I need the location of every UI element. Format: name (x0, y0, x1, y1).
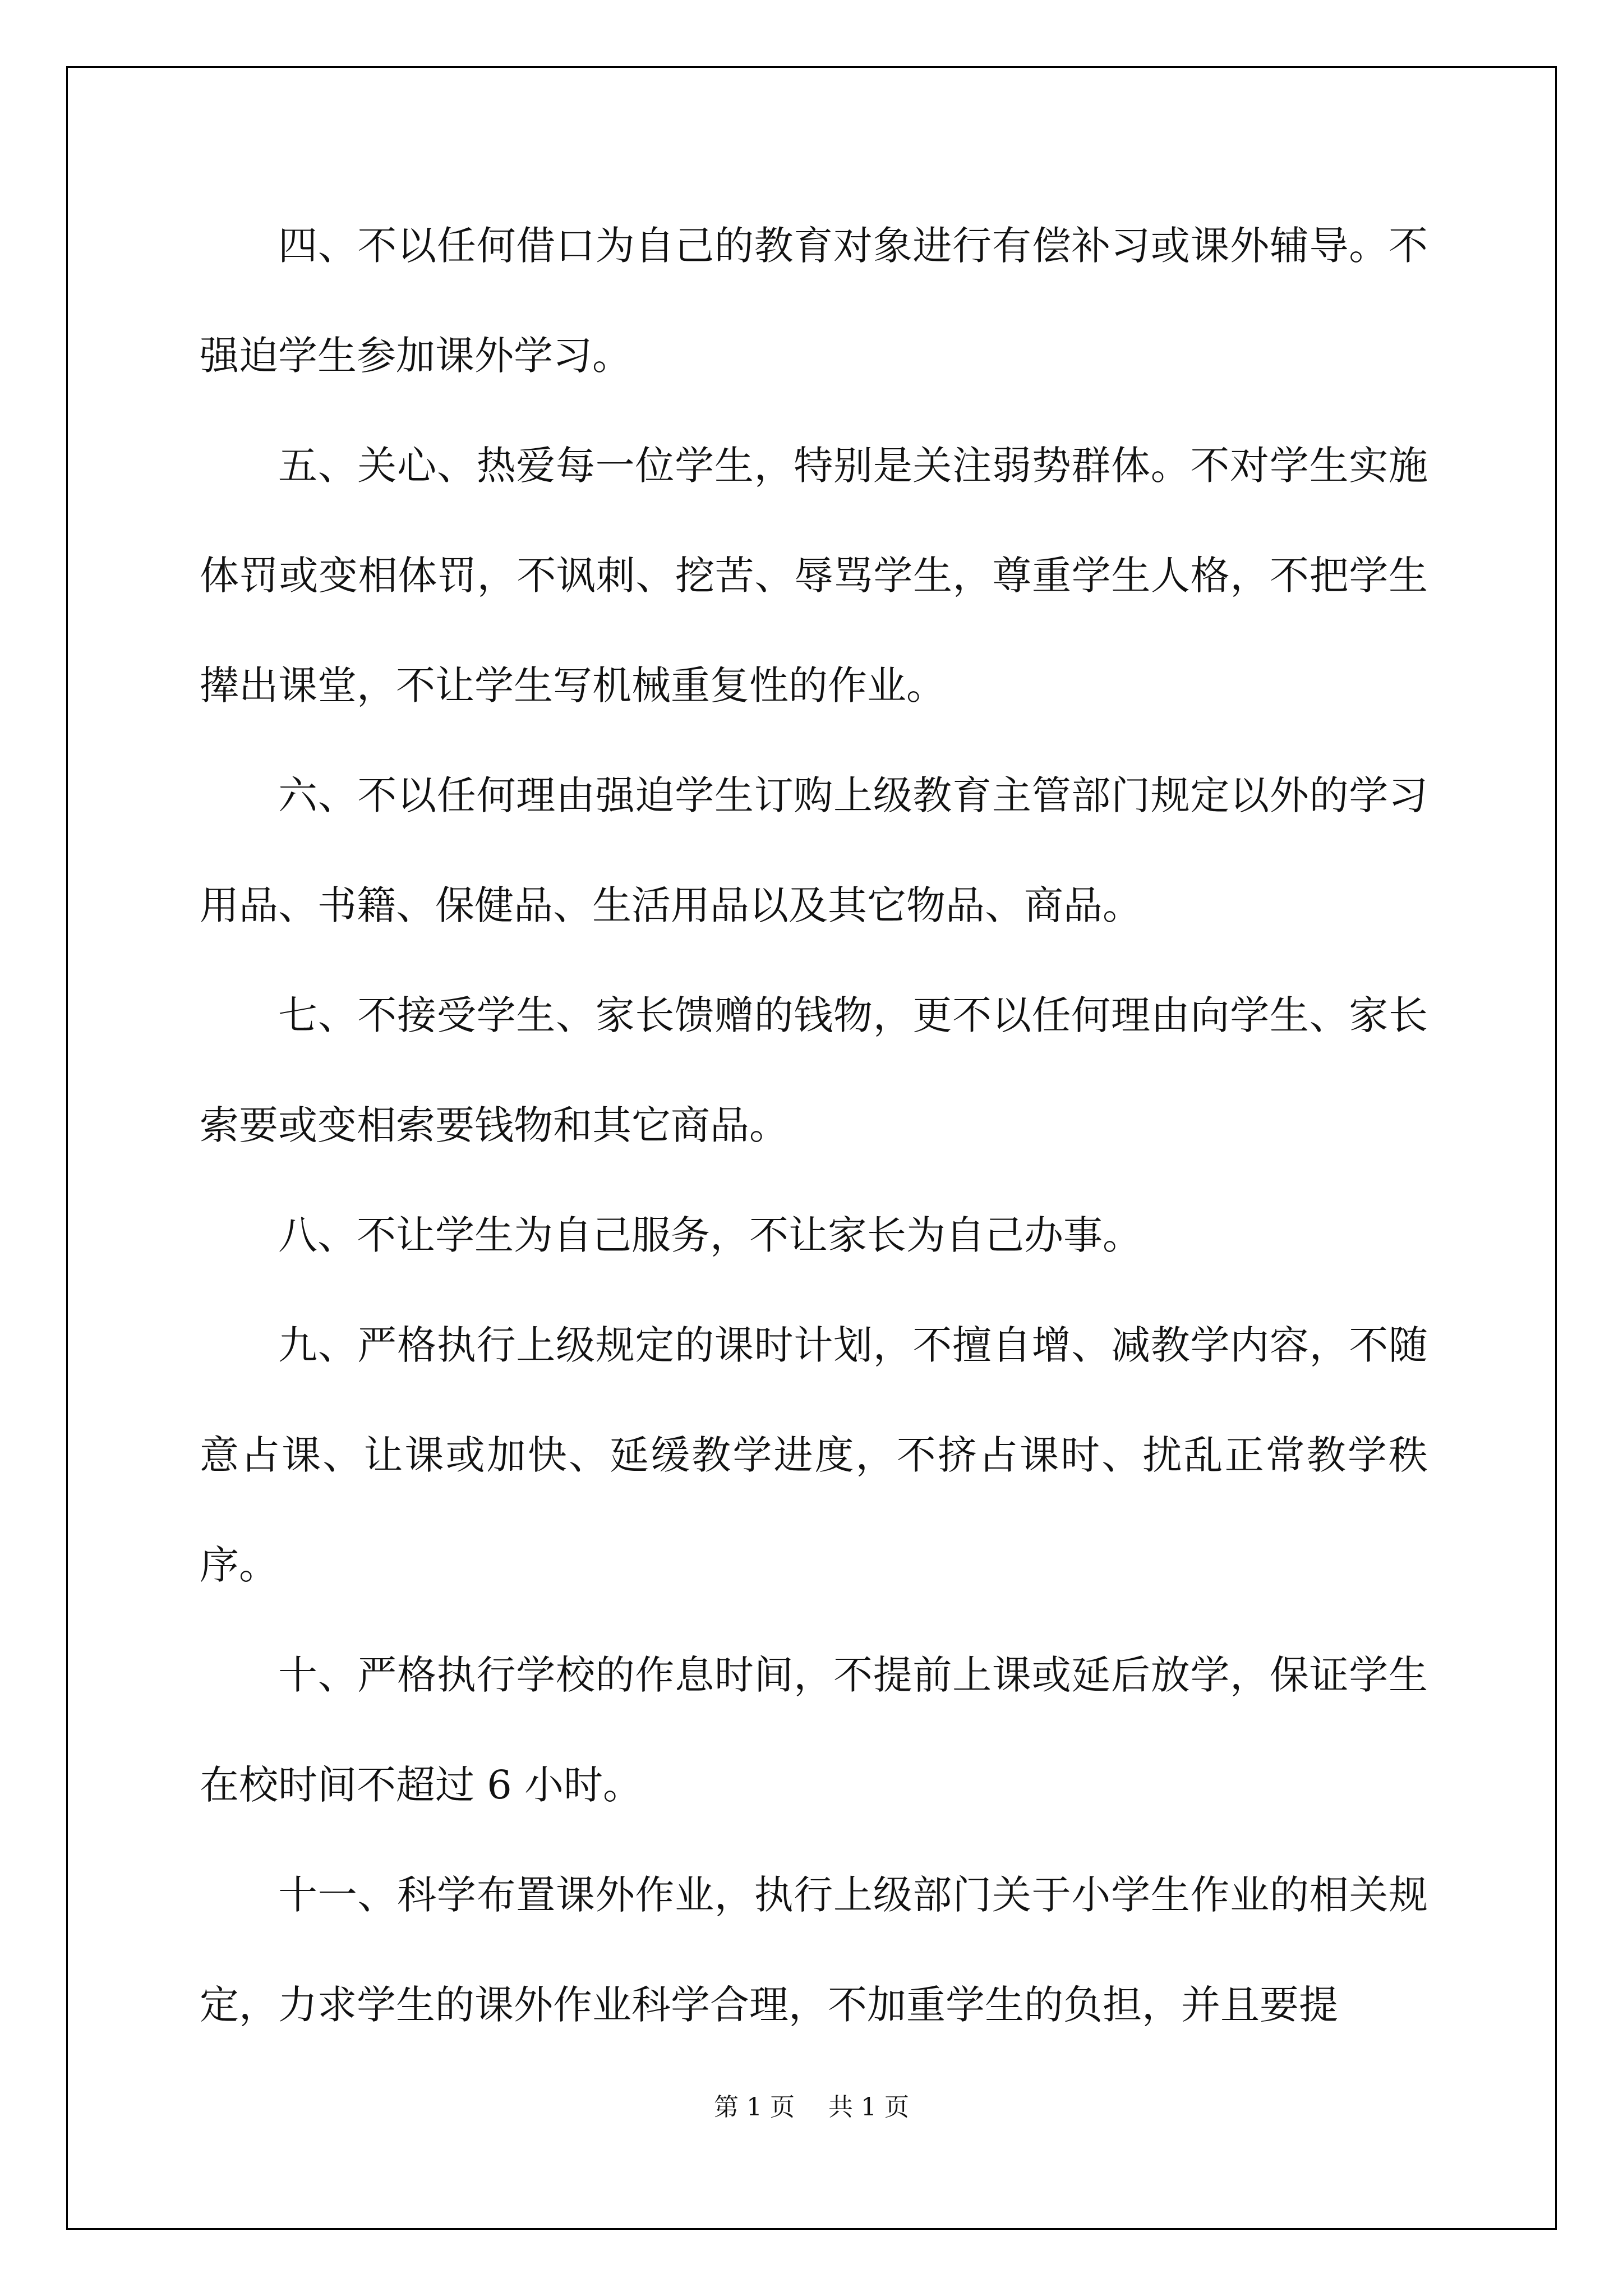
paragraph-9: 九、严格执行上级规定的课时计划，不擅自增、减教学内容，不随意占课、让课或加快、延缓教学进度，不挤占课时、扰乱正常教学秩序。 (200, 1322, 1428, 1588)
document-body (200, 191, 1428, 2060)
paragraph-10: 十、严格执行学校的作息时间，不提前上课或延后放学，保证学生在校时间不超过 6 小时。 (200, 1652, 1428, 1808)
paragraph-5: 五、关心、热爱每一位学生，特别是关注弱势群体。不对学生实施体罚或变相体罚，不讽刺、挖苦、辱骂学生，尊重学生人格，不把学生撵出课堂，不让学生写机械重复性的作业。 (200, 443, 1428, 708)
paragraph-6: 六、不以任何理由强迫学生订购上级教育主管部门规定以外的学习用品、书籍、保健品、生活用品以及其它物品、商品。 (200, 772, 1428, 928)
page-number: 第 1 页 (714, 2093, 795, 2122)
page-footer (0, 2087, 1623, 2123)
paragraph-4: 四、不以任何借口为自己的教育对象进行有偿补习或课外辅导。不强迫学生参加课外学习。 (200, 223, 1428, 379)
paragraph-8: 八、不让学生为自己服务，不让家长为自己办事。 (278, 1212, 1142, 1258)
paragraph-7: 七、不接受学生、家长馈赠的钱物，更不以任何理由向学生、家长索要或变相索要钱物和其它商品。 (200, 992, 1428, 1148)
paragraph-11: 十一、科学布置课外作业，执行上级部门关于小学生作业的相关规定，力求学生的课外作业科学合理，不加重学生的负担，并且要提 (200, 1872, 1428, 2028)
page-total: 共 1 页 (828, 2093, 909, 2122)
